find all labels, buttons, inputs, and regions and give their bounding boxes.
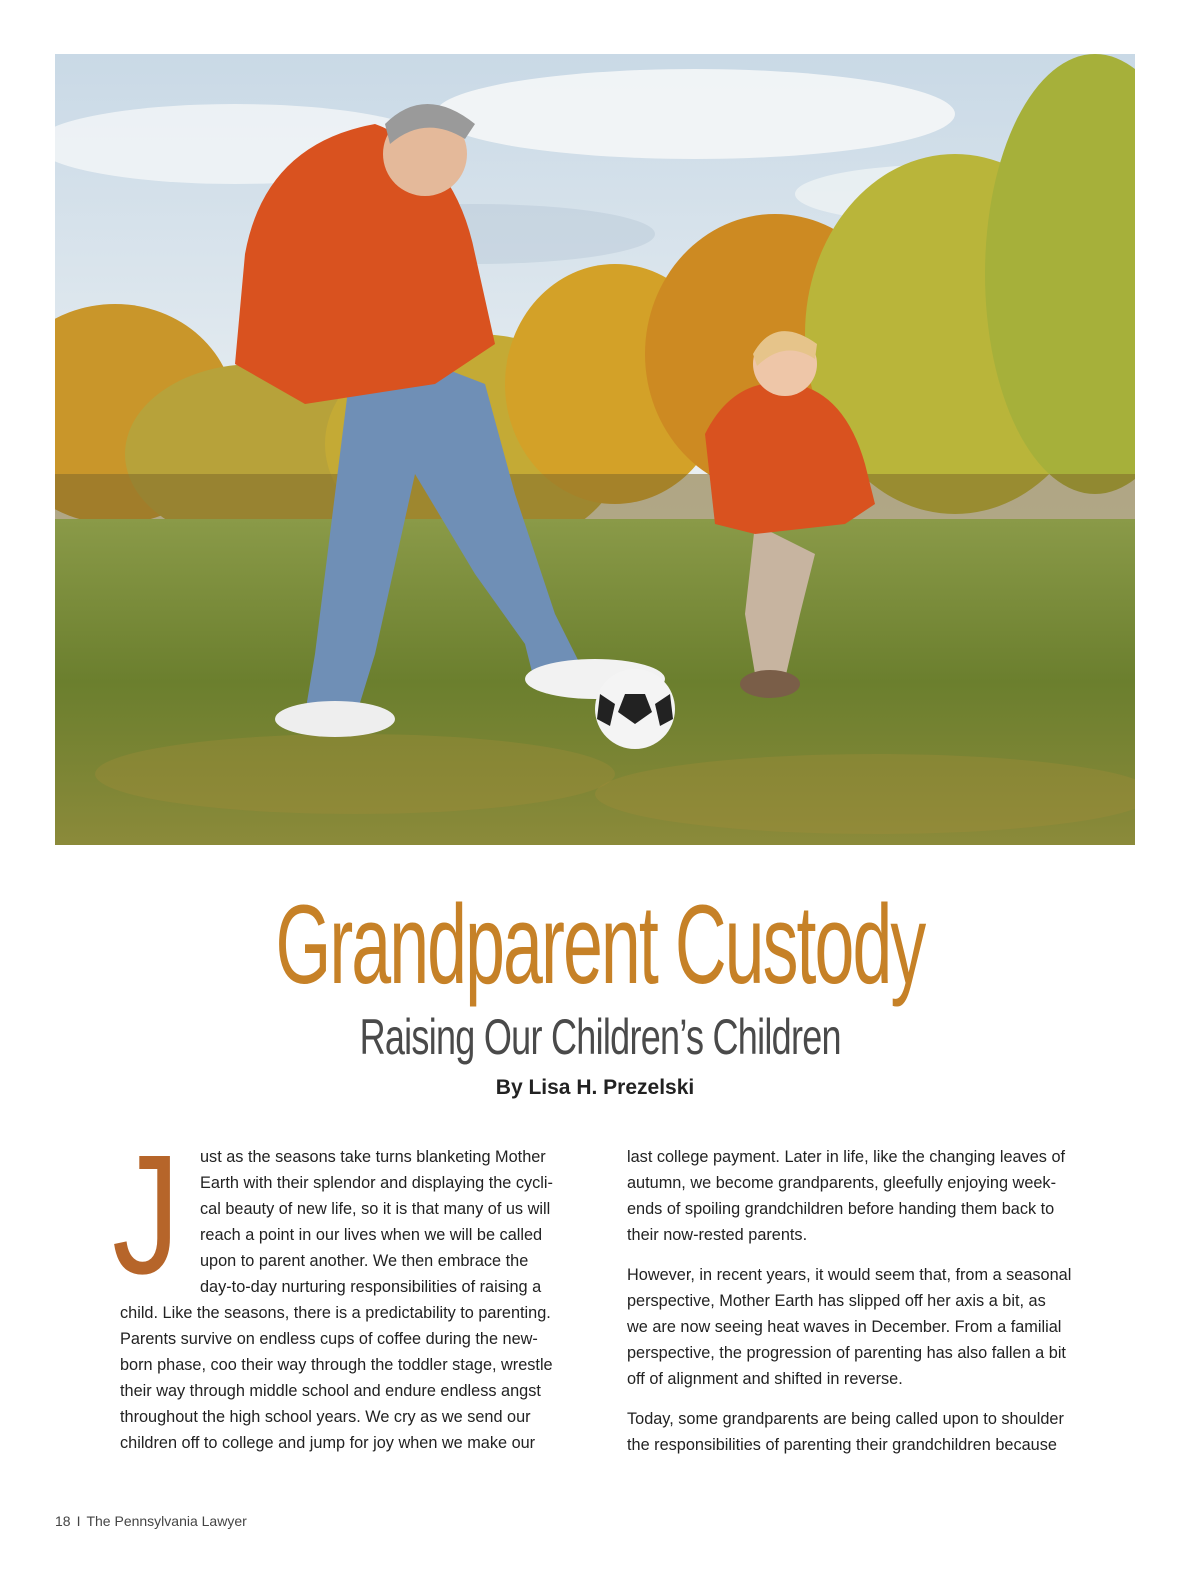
footer-separator: I — [76, 1513, 81, 1529]
drop-cap: J — [112, 1120, 180, 1310]
body-line: last college payment. Later in life, like the changing leaves of — [627, 1148, 1066, 1166]
body-line: day-to-day nurturing responsibilities of raising a — [200, 1278, 542, 1296]
paragraph — [627, 1406, 1097, 1458]
body-line: Today, some grandparents are being called upon to shoulder — [627, 1410, 1064, 1428]
paragraph — [627, 1262, 1097, 1392]
body-line: Earth with their splendor and displaying the cycli- — [200, 1174, 553, 1192]
body-line: ends of spoiling grandchildren before handing them back to — [627, 1200, 1055, 1218]
body-line: their way through middle school and endure endless angst — [120, 1382, 541, 1400]
right-column — [627, 1144, 1097, 1458]
body-line: perspective, Mother Earth has slipped off her axis a bit, as — [627, 1292, 1046, 1310]
byline: By Lisa H. Prezelski — [495, 1076, 695, 1099]
paragraph — [627, 1144, 1097, 1248]
body-line: born phase, coo their way through the toddler stage, wrestle — [120, 1356, 553, 1374]
body-line: their now-rested parents. — [627, 1226, 808, 1244]
body-line: cal beauty of new life, so it is that many of us will — [200, 1200, 551, 1218]
hero-photo — [55, 54, 1135, 845]
body-line: throughout the high school years. We cry as we send our — [120, 1408, 531, 1426]
body-line: the responsibilities of parenting their grandchildren because — [627, 1436, 1057, 1454]
article-subtitle: Raising Our Children’s Children — [359, 1009, 841, 1065]
body-line: ust as the seasons take turns blanketing Mother — [200, 1148, 546, 1166]
body-line: Parents survive on endless cups of coffee during the new- — [120, 1330, 538, 1348]
body-line: perspective, the progression of parenting has also fallen a bit — [627, 1344, 1066, 1362]
left-column — [120, 1144, 580, 1456]
page-footer — [55, 1511, 247, 1531]
body-line: we are now seeing heat waves in December. From a familial — [627, 1318, 1062, 1336]
body-line: child. Like the seasons, there is a predictability to parenting. — [120, 1304, 551, 1322]
soccer-ball — [595, 669, 675, 749]
body-line: reach a point in our lives when we will be called — [200, 1226, 543, 1244]
body-line: children off to college and jump for joy when we make our — [120, 1434, 536, 1452]
body-line: However, in recent years, it would seem that, from a seasonal — [627, 1266, 1072, 1284]
body-line: upon to parent another. We then embrace the — [200, 1252, 529, 1270]
body-line: autumn, we become grandparents, gleefully enjoying week- — [627, 1174, 1056, 1192]
body-line: off of alignment and shifted in reverse. — [627, 1370, 903, 1388]
publication-name: The Pennsylvania Lawyer — [86, 1513, 247, 1529]
page-number: 18 — [55, 1513, 71, 1529]
article-title: Grandparent Custody — [275, 882, 925, 1007]
